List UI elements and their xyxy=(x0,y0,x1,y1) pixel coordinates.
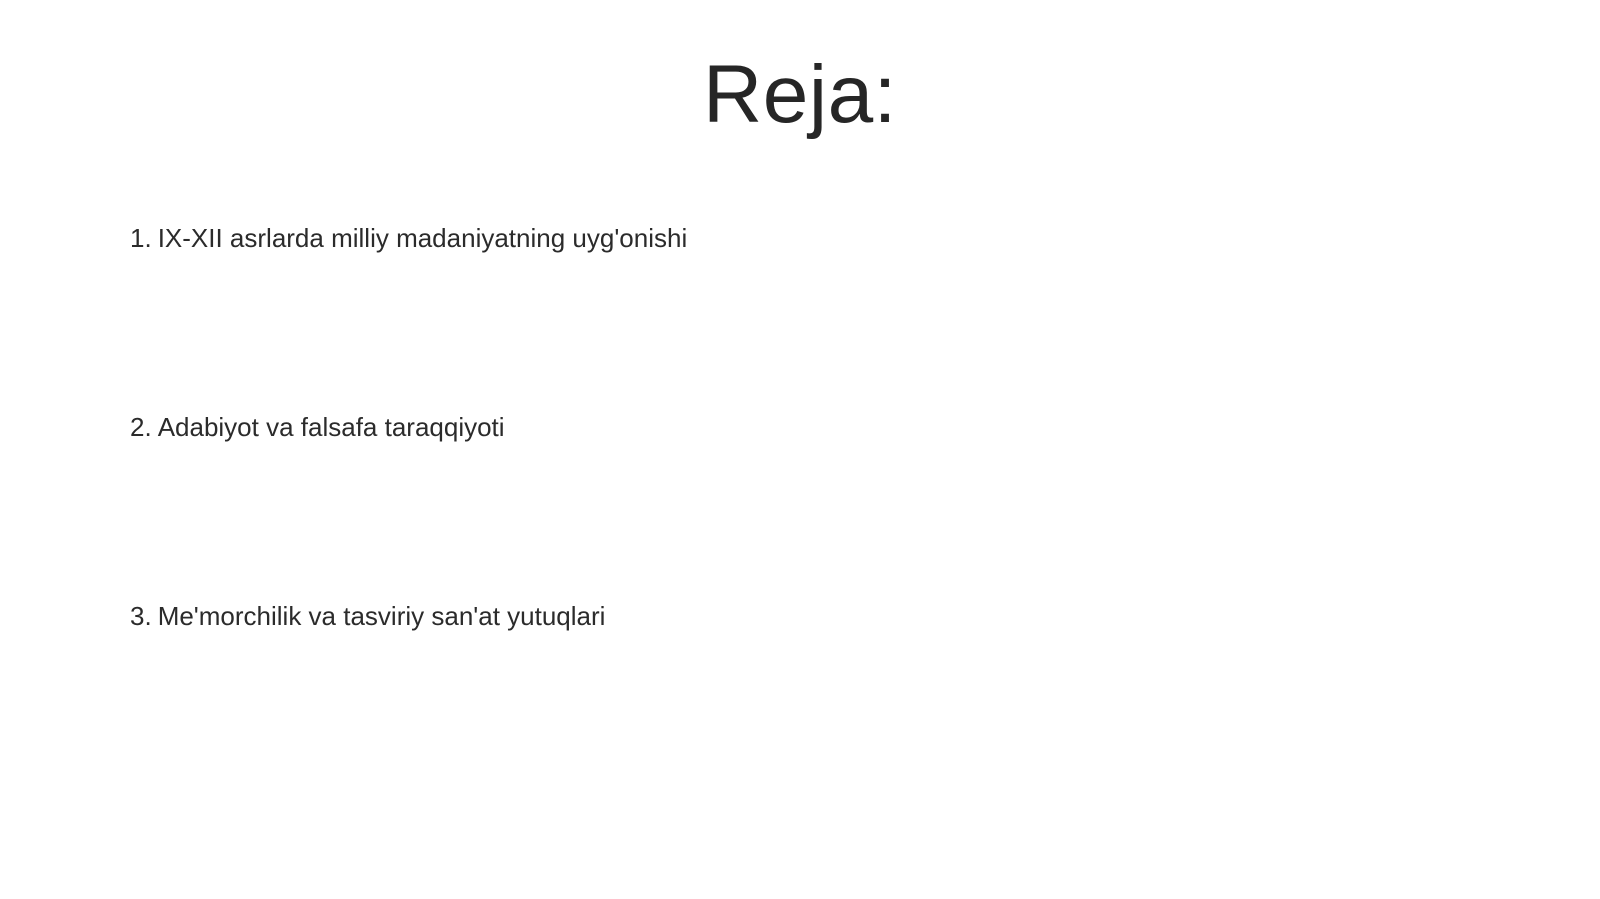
plan-item xyxy=(130,221,687,255)
slide-title: Reja: xyxy=(703,49,897,140)
plan-item-text: Me'morchilik va tasviriy san'at yutuqlari xyxy=(157,601,606,631)
plan-item xyxy=(130,599,605,633)
plan-item-text: Adabiyot va falsafa taraqqiyoti xyxy=(157,412,505,442)
plan-item xyxy=(130,410,505,444)
plan-item-number: 1. xyxy=(130,223,152,253)
plan-item-number: 2. xyxy=(130,412,152,442)
plan-item-text: IX-XII asrlarda milliy madaniyatning uyg'onishi xyxy=(157,223,688,253)
plan-item-number: 3. xyxy=(130,601,152,631)
